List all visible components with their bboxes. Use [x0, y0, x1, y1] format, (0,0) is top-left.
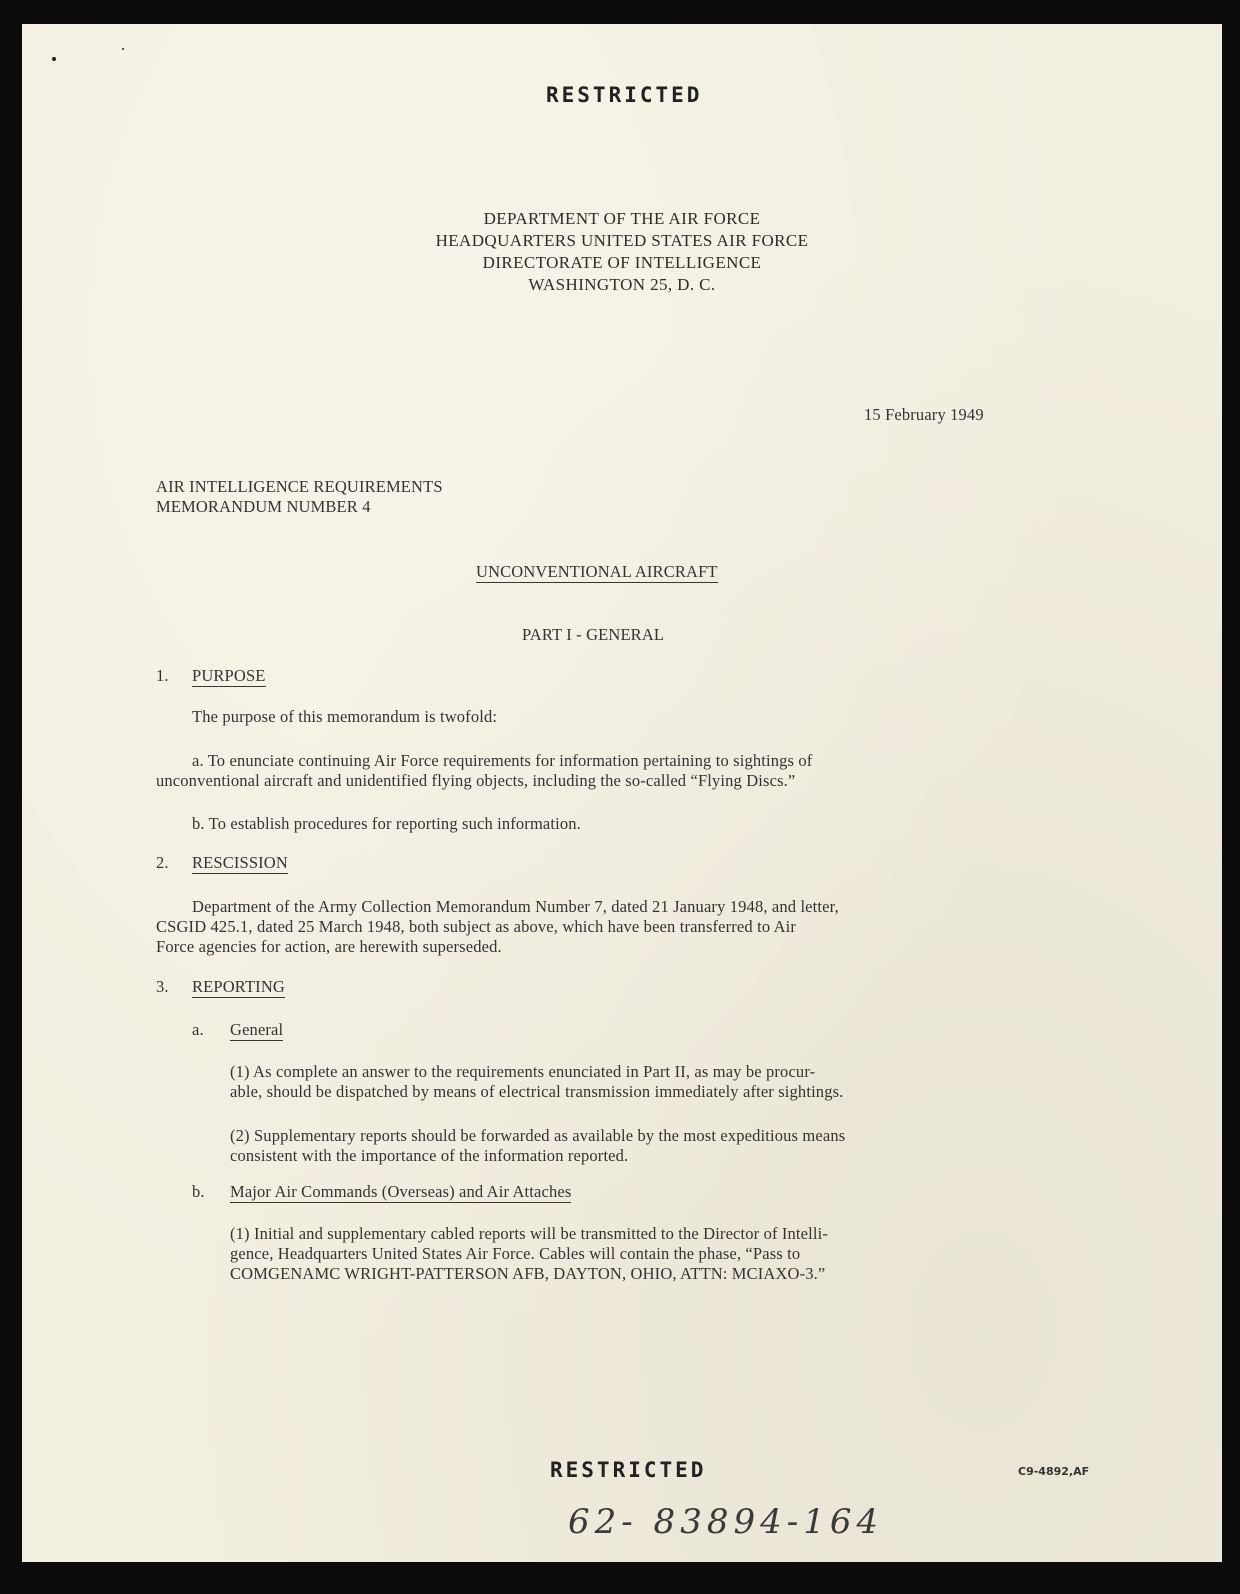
reporting-a1-line-1: (1) As complete an answer to the requirements enunciated in Part II, as may be procur- [230, 1062, 816, 1081]
memo-subject: UNCONVENTIONAL AIRCRAFT [476, 562, 718, 581]
document-page [22, 24, 1222, 1562]
paper-speck [122, 48, 124, 50]
section-3-heading: REPORTING [192, 977, 285, 996]
form-number: C9-4892,AF [1018, 1465, 1090, 1478]
letterhead-line-4: WASHINGTON 25, D. C. [528, 275, 716, 294]
reporting-a2-line-2: consistent with the importance of the information reported. [230, 1146, 629, 1165]
rescission-line-2: CSGID 425.1, dated 25 March 1948, both subject as above, which have been transferred to Air [156, 917, 797, 936]
memo-title-line-1: AIR INTELLIGENCE REQUIREMENTS [156, 477, 443, 496]
classification-bottom: RESTRICTED [550, 1458, 707, 1482]
reporting-a-label: a. [192, 1020, 204, 1039]
reporting-b1-line-1: (1) Initial and supplementary cabled reports will be transmitted to the Director of Intelli- [230, 1224, 828, 1243]
section-2-heading: RESCISSION [192, 853, 288, 872]
reporting-a1-line-2: able, should be dispatched by means of electrical transmission immediately after sightings. [230, 1082, 844, 1101]
part-heading: PART I - GENERAL [522, 625, 665, 644]
memo-title-line-2: MEMORANDUM NUMBER 4 [156, 497, 371, 516]
reporting-b1-line-3: COMGENAMC WRIGHT-PATTERSON AFB, DAYTON, OHIO, ATTN: MCIAXO-3.” [230, 1264, 826, 1283]
letterhead-line-2: HEADQUARTERS UNITED STATES AIR FORCE [435, 231, 809, 250]
letterhead-line-3: DIRECTORATE OF INTELLIGENCE [482, 253, 762, 272]
reporting-b1-line-2: gence, Headquarters United States Air Force. Cables will contain the phase, “Pass to [230, 1244, 801, 1263]
reporting-a-heading: General [230, 1020, 284, 1039]
memo-date: 15 February 1949 [864, 405, 984, 424]
section-3-number: 3. [156, 977, 169, 996]
section-1-heading: PURPOSE [192, 666, 266, 685]
rescission-line-1: Department of the Army Collection Memorandum Number 7, dated 21 January 1948, and letter, [192, 897, 839, 916]
reporting-a2-line-1: (2) Supplementary reports should be forwarded as available by the most expeditious means [230, 1126, 846, 1145]
purpose-a-line-1: a. To enunciate continuing Air Force requirements for information pertaining to sightings of [192, 751, 813, 770]
purpose-a-line-2: unconventional aircraft and unidentified flying objects, including the so-called “Flying Discs.” [156, 771, 796, 790]
section-2-number: 2. [156, 853, 169, 872]
section-1-number: 1. [156, 666, 169, 685]
paper-speck [52, 57, 56, 61]
classification-top: RESTRICTED [546, 83, 703, 107]
handwritten-file-number: 62- 83894-164 [568, 1502, 884, 1542]
letterhead-line-1: DEPARTMENT OF THE AIR FORCE [483, 209, 761, 228]
rescission-line-3: Force agencies for action, are herewith superseded. [156, 937, 502, 956]
purpose-intro: The purpose of this memorandum is twofold: [192, 707, 498, 726]
purpose-b: b. To establish procedures for reporting such information. [192, 814, 581, 833]
reporting-b-label: b. [192, 1182, 205, 1201]
reporting-b-heading: Major Air Commands (Overseas) and Air Attaches [230, 1182, 572, 1201]
